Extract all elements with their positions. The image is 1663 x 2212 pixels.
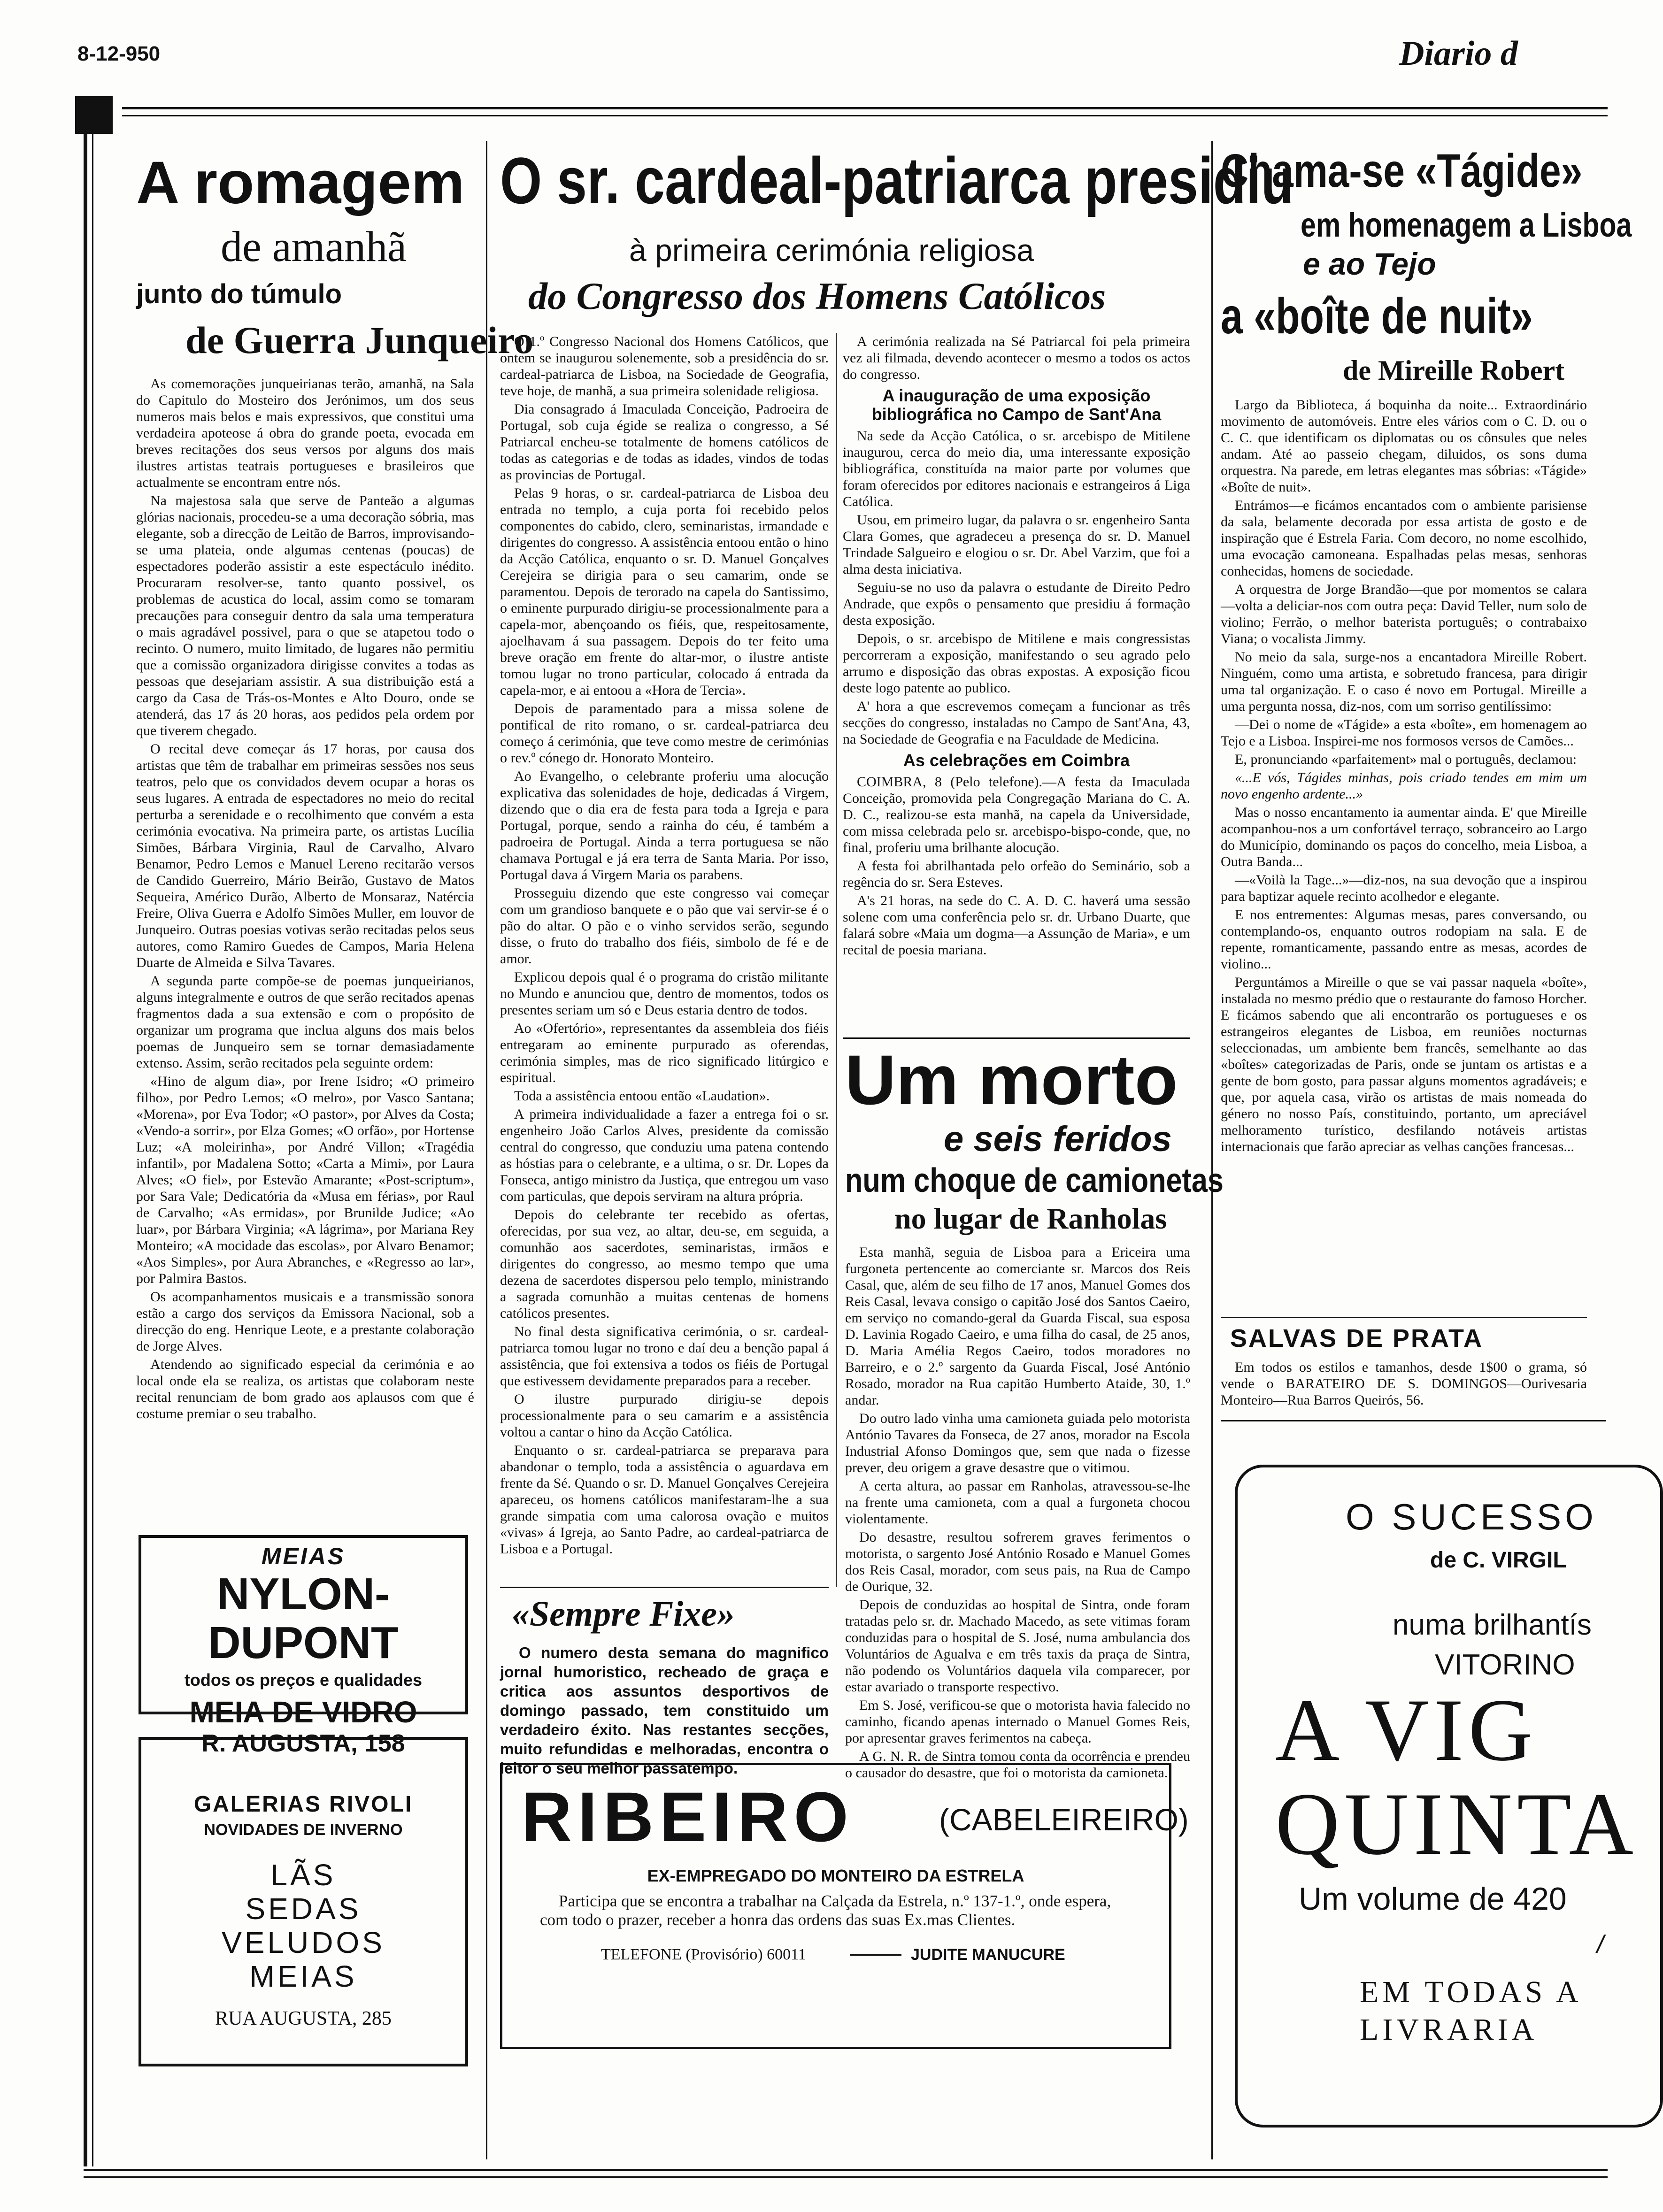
ad-ribeiro-line2: Participa que se encontra a trabalhar na Calçada da Estrela, n.º 137-1.º, onde espera, com todo o prazer, receber a honra das ordens das suas Ex.mas Clientes. (540, 1892, 1111, 1929)
sempre-fixe-title: «Sempre Fixe» (512, 1594, 735, 1634)
paragraph: O recital deve começar ás 17 horas, por causa dos artistas que têm de trabalhar em primeiras sessões nos seus teatros, pelo que os convidados devem ocupar a horas os seus lugares. A entrada de espectadores no meio do recital perturba a serenidade e o recolhimento que convém a esta cerimónia evocativa. Na primeira parte, os artistas Lucília Simões, Bárbara Virginia, Raul de Carvalho, Alvaro Benamor, Pedro Lemos e Manuel Lereno recitarão versos de Candido Guerreiro, Mário Beirão, Gustavo de Matos Sequeira, Américo Durão, Alberto de Monsaraz, Natércia Freire, Oliva Guerra e Adolfo Simões Muller, em louvor de Junqueiro. Outras poesias votivas serão recitadas pelos seus autores, como Ramiro Guedes de Campos, Maria Helena Duarte de Almeida e Silva Tavares. (136, 741, 474, 970)
page-date: 8-12-950 (77, 42, 161, 65)
center-deck-1: à primeira cerimónia religiosa (629, 233, 1034, 268)
section-rule (1221, 1420, 1606, 1421)
left-headline: A romagem (136, 149, 465, 216)
paragraph: Os acompanhamentos musicais e a transmissão sonora estão a cargo dos serviços da Emissora Nacional, sob a direcção do eng. Henrique Leote, e a prestante colaboração de Jorge Alves. (136, 1289, 474, 1354)
paragraph: A primeira individualidade a fazer a entrega foi o sr. engenheiro João Carlos Alves, presidente da comissão central do congresso, que conduziu uma patena contendo as hóstias para o celebrante, e a ultima, o sr. Dr. Lopes da Fonseca, antigo ministro da Justiça, que entregou um vaso com particulas, que depois serviram na altura própria. (500, 1106, 829, 1204)
right-deck-3: a «boîte de nuit» (1221, 287, 1533, 344)
ad-sucesso-line7: Um volume de 420 (1299, 1881, 1567, 1917)
sempre-fixe-text: O numero desta semana do magnifico jornal humoristico, recheado de graça e critica aos assuntos desportivos de domingo passado, tem constituido um verdadeiro éxito. Nas restantes secções, muito refundidas e melhoradas, encontra o leitor o seu melhor passatempo. (500, 1644, 829, 1777)
section-rule (843, 1037, 1190, 1039)
center-deck-2: do Congresso dos Homens Católicos (528, 275, 1106, 317)
salvas-text: Em todos os estilos e tamanhos, desde 1$00 o grama, só vende o BARATEIRO DE S. DOMINGOS—Ourivesaria Monteiro—Rua Barros Queirós, 56. (1221, 1359, 1587, 1408)
ad-rivoli-item: SEDAS (245, 1892, 362, 1926)
paragraph: E nos entrementes: Algumas mesas, pares conversando, ou contemplando-os, enquanto outros rodopiam na sala. E de repente, romanticamente, passando entre as mesas, acordes de violino... (1221, 907, 1587, 972)
paragraph: As comemorações junqueirianas terão, amanhã, na Sala do Capitulo do Mosteiro dos Jerónimos, um dos seus numeros mais belos e mais expressivos, que constitui uma verdadeira apoteose á obra do grande poeta, evocada em breves recitações dos seus versos por alguns dos mais ilustres artistas teatrais portugueses e brasileiros que actualmente se encontram entre nós. (136, 376, 474, 490)
ad-rivoli-line2: NOVIDADES DE INVERNO (204, 1821, 403, 1839)
left-deck-3: de Guerra Junqueiro (185, 319, 534, 361)
paragraph: A's 21 horas, na sede do C. A. D. C. haverá uma sessão solene com uma conferência pelo sr. dr. Urbano Duarte, que falará sobre «Maia um dogma—a Assunção de Maria», e um recital de poesia mariana. (843, 893, 1190, 958)
center-col-1 (500, 333, 829, 1587)
left-deck-2: junto do túmulo (136, 279, 342, 309)
footer-rule (84, 2169, 1608, 2171)
center-headline: O sr. cardeal-patriarca presidiu (500, 144, 1294, 217)
ad-rivoli-address: RUA AUGUSTA, 285 (215, 2008, 392, 2029)
section-rule (1221, 1317, 1587, 1318)
paragraph: Depois, o sr. arcebispo de Mitilene e mais congressistas percorreram a exposição, manifestando o seu agrado pelo arrumo e disposição das obras expostas. A exposição ficou deste logo patente ao publico. (843, 631, 1190, 696)
paragraph: Largo da Biblioteca, á boquinha da noite... Extraordinário movimento de automóveis. Entre eles vários com o C. D. ou o C. C. que identificam os diplomatas ou os cônsules que neles andam. Até ao passeio chegam, diluidos, os sons duma orquestra. Na parede, em letras elegantes mas sóbrias: «Tágide» «Boîte de nuit». (1221, 397, 1587, 495)
paragraph: A orquestra de Jorge Brandão—que por momentos se calara—volta a deliciar-nos com outra peça: David Teller, num solo de violino; Ferrão, o melhor baterista português; o contrabaixo Viana; o vocalista Jimmy. (1221, 582, 1587, 646)
salvas-title: SALVAS DE PRATA (1230, 1324, 1484, 1352)
paragraph: A segunda parte compõe-se de poemas junqueirianos, alguns integralmente e outros de que serão recitados apenas fragmentos dada a sua extensão e com o propósito de organizar um programa que inclua alguns dos mais belos poemas de Junqueiro sem se tornar demasiadamente extenso. Assim, serão recitados pela seguinte ordem: (136, 973, 474, 1071)
paragraph: A' hora a que escrevemos começam a funcionar as três secções do congresso, instaladas no Campo de Sant'Ana, 43, na Sociedade de Geografia e na Faculdade de Medicina. (843, 699, 1190, 747)
ad-meias-line5: R. AUGUSTA, 158 (201, 1730, 405, 1757)
ad-meias-line2: NYLON-DUPONT (208, 1569, 399, 1668)
paragraph: Na sede da Acção Católica, o sr. arcebispo de Mitilene inaugurou, cerca do meio dia, uma interessante exposição bibliográfica, constituída na maior parte por volumes que foram oferecidos por editores nacionais e estrangeiros á Liga Católica. (843, 428, 1190, 509)
ad-ribeiro-qualifier: (CABELEIREIRO) (939, 1802, 1189, 1837)
ad-sucesso-line1: O SUCESSO (1346, 1496, 1597, 1537)
ad-meias (139, 1535, 468, 1757)
ad-rivoli (139, 1737, 468, 2066)
morto-headline: Um morto (845, 1040, 1178, 1119)
masthead: Diario d (1399, 34, 1518, 73)
header-rule-bottom (122, 115, 1608, 116)
morto-deck-3: no lugar de Ranholas (894, 1202, 1167, 1235)
ad-meias-line4: MEIA DE VIDRO (189, 1695, 417, 1729)
right-deck-4: de Mireille Robert (1343, 355, 1565, 386)
paragraph: Usou, em primeiro lugar, da palavra o sr. engenheiro Santa Clara Gomes, que agradeceu a presença do sr. D. Manuel Trindade Salgueiro e elogiou o sr. Dr. Abel Varzim, que foi a alma desta iniciativa. (843, 512, 1190, 577)
paragraph: No meio da sala, surge-nos a encantadora Mireille Robert. Ninguém, como uma artista, e sobretudo francesa, para dirigir uma tal organização. E o caso é novo em Portugal. Mireille a uma pergunta nossa, diz-nos, com um sorriso gentilíssimo: (1221, 649, 1587, 714)
paragraph: Na majestosa sala que serve de Panteão a algumas glórias nacionais, procedeu-se a uma decoração sóbria, mas elegante, sob a direcção de Leitão de Barros, improvisando-se uma plateia, onde algumas centenas (poucas) de espectadores poderão assistir a este espectáculo inédito. Procuraram resolver-se, tanto quanto possivel, os problemas de acustica do local, assim como se tomaram precauções para conseguir dentro da sala uma temperatura o mais agradável possivel, para o que se atapetou todo o recinto. O numero, muito limitado, de lugares não permitiu que a comissão organizadora dirigisse convites a todas as pessoas que desejariam assistir. A sua distribuição está a cargo da Casa de Trás-os-Montes e Alto Douro, onde se atenderá, das 17 ás 20 horas, aos pedidos pela ordem por que tiverem chegado. (136, 493, 474, 738)
subheading: As celebrações em Coimbra (903, 751, 1130, 770)
ad-ribeiro-line1: EX-EMPREGADO DO MONTEIRO DA ESTRELA (647, 1866, 1024, 1885)
morto-body (845, 1244, 1190, 1781)
morto-deck-2: num choque de camionetas (845, 1162, 1224, 1199)
paragraph: Depois de conduzidas ao hospital de Sintra, onde foram tratadas pelo sr. dr. Machado Macedo, as sete vitimas foram conduzidas para o hospital de S. José, numa ambulancia dos Voluntários de Agualva e em três taxis da praça de Sintra, não podendo os Voluntários daquela vila comparecer, por estar avariado o transporte respectivo. (845, 1597, 1190, 1695)
footer-rule-thin (84, 2176, 1608, 2178)
corner-block (75, 96, 113, 134)
poem-quote: «...E vós, Tágides minhas, pois criado tendes em mim um novo engenho ardente...» (1221, 770, 1587, 802)
ad-sucesso-line3: numa brilhantís (1393, 1609, 1592, 1641)
ad-meias-line3: todos os preços e qualidades (184, 1670, 423, 1690)
ad-ribeiro-manicure: JUDITE MANUCURE (911, 1946, 1065, 1964)
paragraph: Enquanto o sr. cardeal-patriarca se preparava para abandonar o templo, toda a assistência o aguardava em frente da Sé. Quando o sr. D. Manuel Gonçalves Cerejeira apareceu, os homens católicos manifestaram-lhe a sua grande simpatia com uma calorosa ovação e muitos «vivas» á Igreja, ao Santo Padre, ao cardeal-patriarca de Lisboa e a Portugal. (500, 1443, 829, 1557)
paragraph: Depois do celebrante ter recebido as ofertas, oferecidas, por sua vez, ao altar, deu-se, em seguida, a comunhão aos sacerdotes, seminaristas, irmãos e dirigentes do congresso, ao mesmo tempo que uma dezena de sacerdotes dispersou pelo templo, ministrando a sagrada comunhão a muitas centenas de homens católicos presentes. (500, 1207, 829, 1321)
paragraph: Do outro lado vinha uma camioneta guiada pelo motorista António Tavares da Fonseca, de 27 anos, morador na Escola Industrial Afonso Domingos que, sem que nada o fizesse prever, deu origem a grave desastre que o vitimou. (845, 1411, 1190, 1475)
ad-ribeiro (500, 1763, 1189, 2049)
paragraph: «Hino de algum dia», por Irene Isidro; «O primeiro filho», por Pedro Lemos; «O melro», por Vasco Santana; «Morena», por Eva Todor; «O pastor», por Alves da Costa; «Vendo-a sorrir», por Elza Gomes; «O orfão», por Hortense Luz; «A moleirinha», por André Villon; «Tragédia infantil», por Madalena Sotto; «Carta a Mimi», por Laura Alves; «O fiel», por Estevão Amarante; «Post-scriptum», por Sara Vale; Dedicatória da «Musa em férias», por Raul de Carvalho; «As ermidas», por Brunilde Judice; «Ao luar», por Bárbara Virginia; «A lágrima», por Mariana Rey Monteiro; «A mocidade das escolas», por Alvaro Benamor; «Aos Simples», por Aura Abranches, e «Regresso ao lar», por Palmira Bastos. (136, 1074, 474, 1286)
ad-sucesso (1235, 1465, 1663, 2128)
paragraph: Ao «Ofertório», representantes da assembleia dos fiéis entregaram ao eminente purpurado as oferendas, cerimónia simples, mas de rico significado litúrgico e espiritual. (500, 1021, 829, 1085)
ad-meias-line1: MEIAS (261, 1543, 346, 1569)
ad-sucesso-line2: de C. VIRGIL (1430, 1548, 1567, 1573)
ad-sucesso-line8: / (1597, 1930, 1604, 1959)
paragraph: Entrámos—e ficámos encantados com o ambiente parisiense da sala, belamente decorada por essa artista de gosto e de inspiração que é Estrela Faria. Com decoro, no nome escolhido, uma evocação camoneana. Espalhadas pelas mesas, senhoras conhecidas, homens de sociedade. (1221, 498, 1587, 579)
column-rule (486, 141, 487, 2159)
ad-ribeiro-name: RIBEIRO (521, 1777, 855, 1856)
left-article-body (136, 376, 474, 1535)
paragraph: No final desta significativa cerimónia, o sr. cardeal-patriarca tomou lugar no trono e daí deu a benção papal á assistência, que foi extensiva a todos os fiéis de Portugal que estivessem devidamente preparados para a receber. (500, 1324, 829, 1389)
paragraph: COIMBRA, 8 (Pelo telefone).—A festa da Imaculada Conceição, promovida pela Congregação Mariana do C. A. D. C., realizou-se esta manhã, na capela da Universidade, com missa celebrada pelo sr. arcebispo-bispo-conde, que, no final, proferiu uma brilhante alocução. (843, 774, 1190, 855)
paragraph: Pelas 9 horas, o sr. cardeal-patriarca de Lisboa deu entrada no templo, a cuja porta foi recebido pelos componentes do cabido, clero, seminaristas, irmandade e dirigentes do congresso. A assistência entoou então o hino da Acção Católica, enquanto o sr. D. Manuel Gonçalves Cerejeira se dirigia para o seu camarim, onde se paramentou. Depois de terorado na capela do Santissimo, o eminente purpurado dirigiu-se processionalmente para a capela-mor, abençoando os fiéis, que, respeitosamente, ajoelhavam á sua passagem. Depois do ter feito uma breve oração em frente do altar-mor, o ilustre antiste tomou lugar no trono particular, colocado á entrada da capela-mor, e ai entoou a «Hora de Tercia». (500, 485, 829, 698)
paragraph: Depois de paramentado para a missa solene de pontifical de rito romano, o sr. cardeal-patriarca deu começo á cerimónia, que teve como mestre de cerimónias o rev.º cónego dr. Honorato Monteiro. (500, 701, 829, 766)
ad-sucesso-line6: QUINTA (1275, 1775, 1638, 1874)
column-rule (836, 333, 837, 1587)
paragraph: Seguiu-se no uso da palavra o estudante de Direito Pedro Andrade, que expôs o pensamento que presidiu á formação desta exposição. (843, 580, 1190, 628)
column-rule (1211, 141, 1213, 2159)
paragraph: E, pronunciando «parfaitement» mal o português, declamou: (1235, 752, 1577, 767)
ad-ribeiro-dash (850, 1954, 901, 1956)
subheading: A inauguração de uma exposição bibliográfica no Campo de Sant'Ana (871, 386, 1162, 424)
paragraph: Atendendo ao significado especial da cerimónia e ao local onde ela se realiza, os artistas que colaboram neste recital renunciam de bom grado aos aplausos com que é costume premiar o seu trabalho. (136, 1357, 474, 1421)
ad-sucesso-line10: LIVRARIA (1360, 2012, 1538, 2047)
right-deck-1: em homenagem a Lisboa (1301, 207, 1632, 244)
paragraph: Prosseguiu dizendo que este congresso vai começar com um grandioso banquete e o pão que vai servir-se é o pão do altar. O pão e o vinho servidos serão, segundo disse, o fruto do trabalho dos fiéis, simbolo de fé e de amor. (500, 885, 829, 967)
paragraph: A cerimónia realizada na Sé Patriarcal foi pela primeira vez ali filmada, devendo acontecer o mesmo a todos os actos do congresso. (843, 334, 1190, 382)
right-article-body (1221, 397, 1587, 1310)
ad-ribeiro-phone: TELEFONE (Provisório) 60011 (601, 1946, 806, 1963)
paragraph: A certa altura, ao passar em Ranholas, atravessou-se-lhe na frente uma camioneta, com a qual a furgoneta chocou violentamente. (845, 1478, 1190, 1527)
ad-rivoli-item: MEIAS (249, 1959, 357, 1993)
paragraph: O 1.º Congresso Nacional dos Homens Católicos, que ontem se inaugurou solenemente, sob a presidência do sr. cardeal-patriarca de Lisboa, na Sociedade de Geografia, teve hoje, de manhã, a sua primeira solenidade religiosa. (500, 334, 829, 399)
center-col-2 (843, 333, 1190, 1033)
section-rule (500, 1587, 829, 1588)
header-rule-top (122, 107, 1608, 109)
paragraph: Ao Evangelho, o celebrante proferiu uma alocução explicativa das solenidades de hoje, dedicadas á Virgem, dizendo que o dia era de festa para toda a Igreja e para Portugal, porque, sendo a rainha do céu, é também a padroeira de Portugal. Ainda a terra portuguesa se não chamava Portugal e já era terra de Santa Maria. Por isso, Portugal dava á Virgem Maria os parabens. (500, 768, 829, 883)
paragraph: A festa foi abrilhantada pelo orfeão do Seminário, sob a regência do sr. Sera Esteves. (843, 858, 1190, 890)
paragraph: —«Voilà la Tage...»—diz-nos, na sua devoção que a inspirou para baptizar aquele recinto acolhedor e elegante. (1221, 872, 1587, 904)
paragraph: Do desastre, resultou sofrerem graves ferimentos o motorista, o sargento José António Rosado e Manuel Gomes dos Reis Casal, morador, com seus pais, na Rua de Campo de Ourique, 32. (845, 1529, 1190, 1594)
ad-rivoli-item: VELUDOS (222, 1926, 385, 1959)
paragraph: Perguntámos a Mireille o que se vai passar naquela «boîte», instalada no mesmo prédio que o restaurante do famoso Horcher. E ficámos sabendo que ali encontrarão os portugueses e os estrangeiros elegantes de Lisboa, em reuniões nocturnas seleccionadas, um ambiente bem francês, semelhante ao das «boîtes» categorizadas de Paris, onde se juntam os artistas e a gente de bom gosto, para passar alguns momentos agradáveis; e que, por aquela casa, virão os artistas de mais nomeada do género no nosso País, constituindo, portanto, um apreciável melhoramento turístico, desfilando notáveis artistas internacionais que farão apreciar as velhas canções francesas... (1221, 975, 1587, 1154)
paragraph: Dia consagrado á Imaculada Conceição, Padroeira de Portugal, sob cuja égide se realiza o congresso, a Sé Patriarcal encheu-se totalmente de homens católicos de todas as categorias e de todas as idades, vindos de todas as provincias de Portugal. (500, 401, 829, 483)
left-border-rule-thin (92, 134, 93, 2166)
paragraph: A G. N. R. de Sintra tomou conta da ocorrência e prendeu o causador do desastre, que foi o motorista da camioneta. (845, 1749, 1190, 1781)
ad-rivoli-line1: GALERIAS RIVOLI (193, 1792, 413, 1817)
ad-rivoli-item: LÃS (270, 1858, 336, 1892)
paragraph: —Dei o nome de «Tágide» a esta «boîte», em homenagem ao Tejo e a Lisboa. Inspirei-me nos formosos versos de Camões... (1221, 717, 1587, 749)
ad-sucesso-line5: A VIG (1275, 1681, 1538, 1780)
left-deck-1: de amanhã (221, 223, 407, 270)
ad-sucesso-line4: VITORINO (1435, 1649, 1575, 1681)
paragraph: O ilustre purpurado dirigiu-se depois processionalmente para o seu camarim e a assistência voltou a cantar o hino da Acção Católica. (500, 1391, 829, 1440)
morto-deck-1: e seis feridos (944, 1119, 1172, 1159)
ad-sucesso-line9: EM TODAS A (1360, 1975, 1582, 2009)
paragraph: Toda a assistência entoou então «Laudation». (514, 1088, 770, 1104)
right-headline: Chama-se «Tágide» (1221, 145, 1583, 197)
paragraph: Mas o nosso encantamento ia aumentar ainda. E' que Mireille acompanhou-nos a um confortável terraço, sobranceiro ao Largo do Município, dominando os paços do concelho, meia Lisboa, a Outra Banda... (1221, 805, 1587, 869)
paragraph: Explicou depois qual é o programa do cristão militante no Mundo e anunciou que, dentro de momentos, todos os presentes seriam um só e Deus estaria dentro de todos. (500, 969, 829, 1018)
paragraph: Em S. José, verificou-se que o motorista havia falecido no caminho, ficando apenas internado o Manuel Gomes Reis, por apresentar graves ferimentos na cabeça. (845, 1697, 1190, 1746)
left-border-rule (84, 134, 87, 2166)
right-deck-2: e ao Tejo (1303, 246, 1436, 281)
paragraph: Esta manhã, seguia de Lisboa para a Ericeira uma furgoneta pertencente ao comerciante sr. Marcos dos Reis Casal, que, além de seu filho de 17 anos, Manuel Gomes dos Reis Casal, levava consigo o capitão José dos Santos Caeiro, em serviço no comando-geral da Guarda Fiscal, sua esposa D. Lavinia Rogado Caeiro, e uma filha do casal, de 25 anos, D. Maria Amélia Regos Caeiro, todos moradores no Barreiro, e o 2.º sargento da Guarda Fiscal, José António Rosado, morador na Rua capitão Humberto Ataide, 30, 1.º andar. (845, 1244, 1190, 1408)
